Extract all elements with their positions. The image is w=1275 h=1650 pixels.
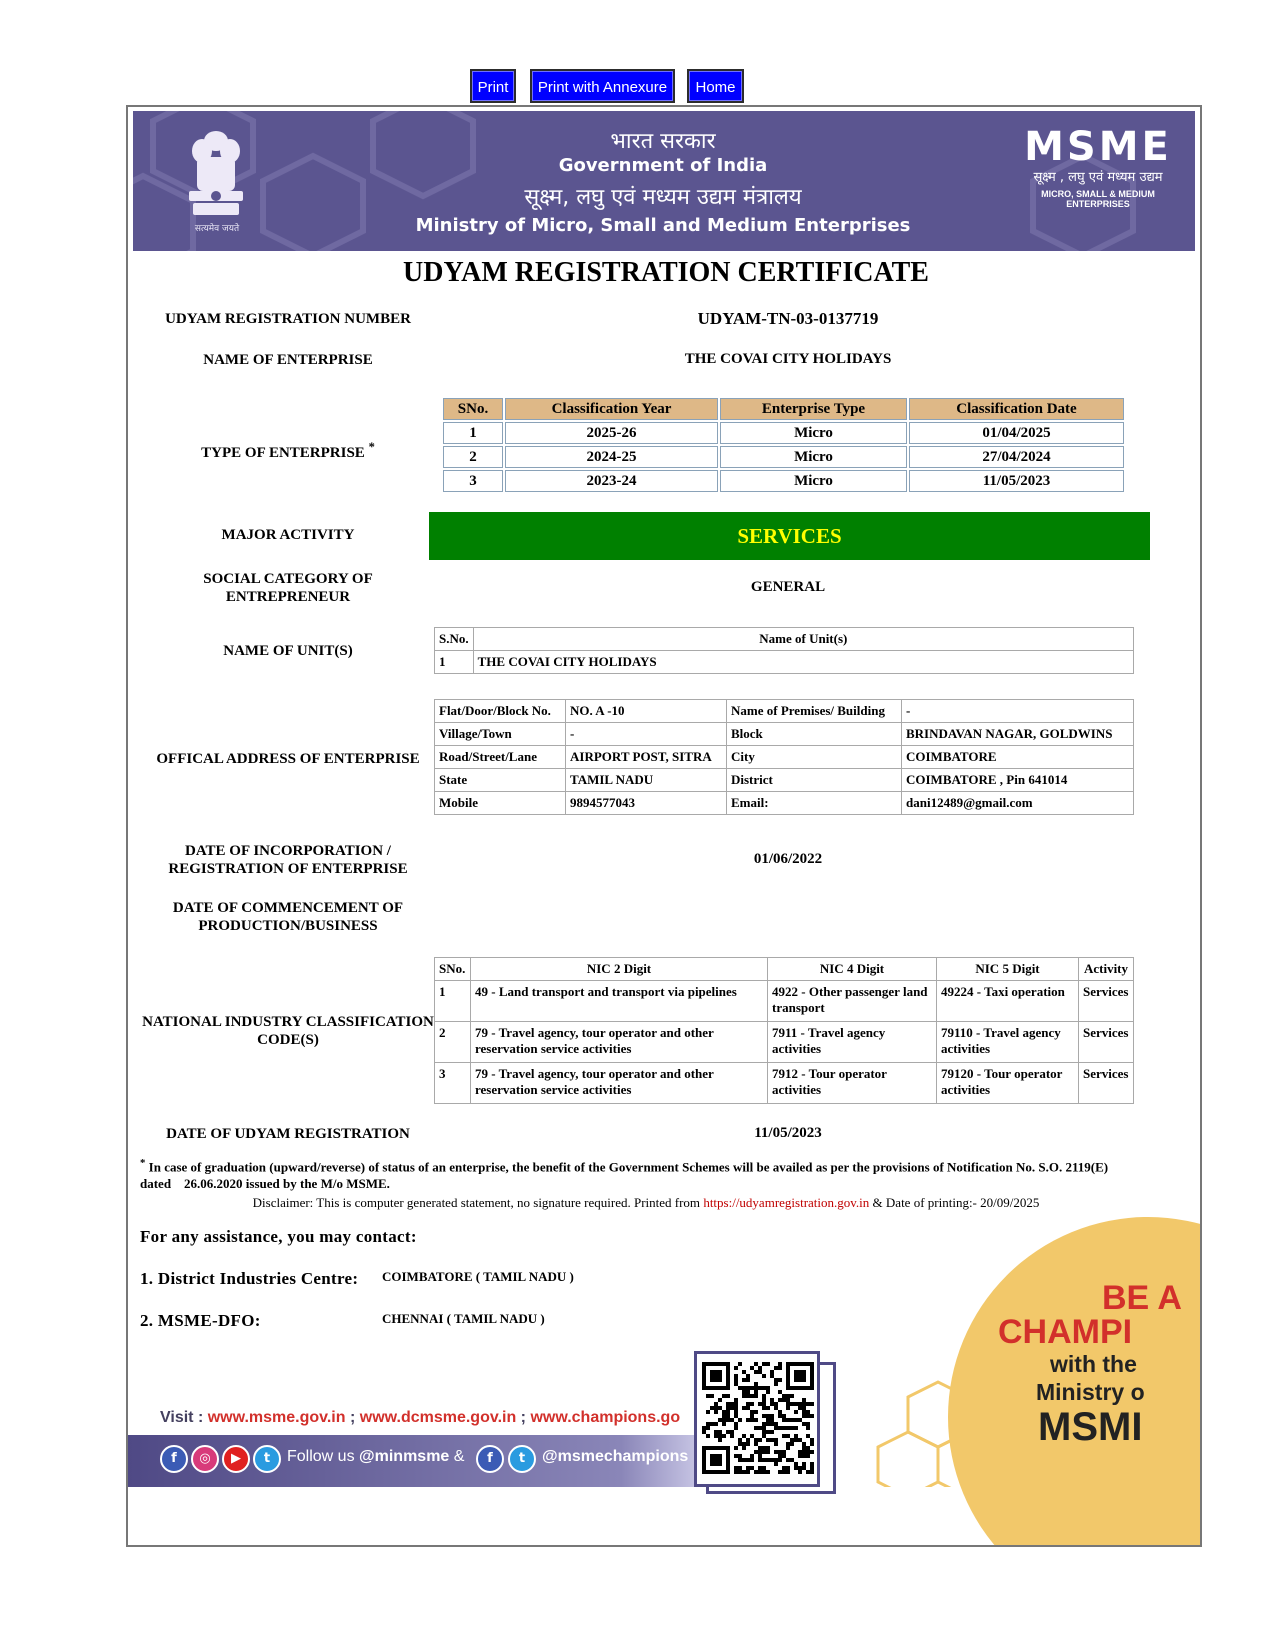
- nic-cell: 7911 - Travel agency activities: [768, 1022, 937, 1063]
- address-field-label: Flat/Door/Block No.: [435, 700, 566, 723]
- instagram-icon[interactable]: ◎: [191, 1445, 219, 1473]
- address-field-label: Village/Town: [435, 723, 566, 746]
- classification-cell: 1: [443, 422, 503, 444]
- nic-cell: 7912 - Tour operator activities: [768, 1063, 937, 1104]
- classification-cell: 11/05/2023: [909, 470, 1124, 492]
- footnote-star: *: [140, 1157, 146, 1169]
- disclaimer-prefix: Disclaimer: This is computer generated statement, no signature required. Printed from: [252, 1195, 704, 1210]
- emblem-caption: सत्यमेव जयते: [194, 224, 240, 234]
- nic-cell: 3: [435, 1063, 471, 1104]
- classification-cell: 01/04/2025: [909, 422, 1124, 444]
- follow-amp: &: [449, 1448, 465, 1465]
- youtube-icon[interactable]: ▶: [222, 1445, 250, 1473]
- twitter-icon[interactable]: t: [253, 1445, 281, 1473]
- address-field-value: 9894577043: [566, 792, 727, 815]
- champions-line-5: MSMI: [1038, 1405, 1143, 1449]
- nic-cell: 2: [435, 1022, 471, 1063]
- msme-logo: [1013, 125, 1183, 209]
- units-row: [435, 651, 1134, 674]
- nic-cell: 79 - Travel agency, tour operator and other reservation service activities: [471, 1022, 768, 1063]
- dic-label: 1. District Industries Centre:: [140, 1269, 359, 1288]
- label-units: NAME OF UNIT(S): [223, 643, 353, 659]
- classification-cell: 2: [443, 446, 503, 468]
- nic-table: [434, 957, 1134, 1104]
- msme-logo-word: MSME: [1024, 124, 1172, 170]
- major-activity-banner: SERVICES: [429, 512, 1150, 560]
- footnote: [140, 1155, 1140, 1192]
- enterprise-name: THE COVAI CITY HOLIDAYS: [684, 351, 892, 367]
- classification-cell: Micro: [720, 446, 907, 468]
- nic-header-row: [435, 958, 1134, 981]
- units-header: Name of Unit(s): [473, 628, 1133, 651]
- nic-header: NIC 5 Digit: [937, 958, 1079, 981]
- nic-row: [435, 1022, 1134, 1063]
- dfo-value: CHENNAI ( TAMIL NADU ): [382, 1311, 545, 1326]
- nic-row: [435, 981, 1134, 1022]
- udyam-registration-link[interactable]: https://udyamregistration.gov.in: [703, 1195, 870, 1210]
- handle-msmechampions[interactable]: @msmechampions: [542, 1448, 689, 1465]
- footnote-marker: *: [368, 440, 375, 454]
- classification-header: Enterprise Type: [720, 398, 907, 420]
- address-field-value: TAMIL NADU: [566, 769, 727, 792]
- disclaimer-suffix: & Date of printing:- 20/09/2025: [869, 1195, 1040, 1210]
- msme-logo-english: MICRO, SMALL & MEDIUM ENTERPRISES: [1041, 189, 1155, 209]
- print-with-annexure-button[interactable]: Print with Annexure: [530, 69, 675, 103]
- nic-cell: 79 - Travel agency, tour operator and other reservation service activities: [471, 1063, 768, 1104]
- label-registration-number: UDYAM REGISTRATION NUMBER: [165, 311, 411, 327]
- classification-header: Classification Date: [909, 398, 1124, 420]
- facebook-icon[interactable]: f: [160, 1445, 188, 1473]
- address-row: [435, 746, 1134, 769]
- champions-site-link[interactable]: www.champions.go: [530, 1409, 681, 1426]
- units-cell: 1: [435, 651, 474, 674]
- assistance-heading: For any assistance, you may contact:: [140, 1227, 417, 1246]
- classification-row: [443, 446, 1124, 468]
- units-table: [434, 627, 1134, 674]
- address-field-label: District: [727, 769, 902, 792]
- address-field-value: COIMBATORE: [902, 746, 1134, 769]
- address-field-label: Name of Premises/ Building: [727, 700, 902, 723]
- certificate-title: UDYAM REGISTRATION CERTIFICATE: [403, 257, 929, 288]
- address-row: [435, 723, 1134, 746]
- nic-header: NIC 4 Digit: [768, 958, 937, 981]
- address-field-value: NO. A -10: [566, 700, 727, 723]
- nic-cell: 79120 - Tour operator activities: [937, 1063, 1079, 1104]
- udyam-date: 11/05/2023: [754, 1125, 822, 1141]
- address-field-label: Mobile: [435, 792, 566, 815]
- national-emblem-icon: [183, 127, 249, 231]
- address-row: [435, 700, 1134, 723]
- label-enterprise-type-text: TYPE OF ENTERPRISE: [201, 445, 365, 461]
- champions-line-4: Ministry o: [1036, 1379, 1145, 1405]
- address-table: [434, 699, 1134, 815]
- label-incorporation-date: DATE OF INCORPORATION / REGISTRATION OF ENTERPRISE: [168, 843, 408, 877]
- msme-site-link[interactable]: www.msme.gov.in: [207, 1409, 346, 1426]
- label-enterprise-name: NAME OF ENTERPRISE: [203, 352, 373, 368]
- footnote-text: In case of graduation (upward/reverse) of status of an enterprise, the benefit of the Government Schemes will be availed as per the provisions of Notification No. S.O. 2119(E) dated 26.06.2020 issued by the M/o MSME.: [140, 1159, 1112, 1192]
- address-field-value: AIRPORT POST, SITRA: [566, 746, 727, 769]
- certificate: [126, 105, 1202, 1547]
- nic-cell: Services: [1079, 1022, 1134, 1063]
- label-social-category: SOCIAL CATEGORY OF ENTREPRENEUR: [203, 571, 373, 605]
- nic-cell: 1: [435, 981, 471, 1022]
- classification-cell: 27/04/2024: [909, 446, 1124, 468]
- nic-cell: Services: [1079, 1063, 1134, 1104]
- nic-cell: 4922 - Other passenger land transport: [768, 981, 937, 1022]
- champions-line-3: with the: [1050, 1351, 1137, 1377]
- label-nic-codes: NATIONAL INDUSTRY CLASSIFICATION CODE(S): [142, 1014, 434, 1048]
- address-field-label: City: [727, 746, 902, 769]
- registration-number: UDYAM-TN-03-0137719: [697, 309, 879, 328]
- address-field-label: State: [435, 769, 566, 792]
- nic-header: Activity: [1079, 958, 1134, 981]
- banner-hindi-ministry: सूक्ष्म, लघु एवं मध्यम उद्यम मंत्रालय: [524, 185, 802, 210]
- government-banner: [133, 111, 1195, 251]
- units-header: S.No.: [435, 628, 474, 651]
- qr-code-icon: [702, 1362, 814, 1474]
- dcmsme-site-link[interactable]: www.dcmsme.gov.in: [359, 1409, 517, 1426]
- classification-cell: Micro: [720, 470, 907, 492]
- address-row: [435, 792, 1134, 815]
- banner-ministry: Ministry of Micro, Small and Medium Enterprises: [415, 215, 911, 236]
- label-commencement-date: DATE OF COMMENCEMENT OF PRODUCTION/BUSINESS: [172, 900, 404, 934]
- twitter-icon-2[interactable]: t: [508, 1445, 536, 1473]
- nic-cell: 79110 - Travel agency activities: [937, 1022, 1079, 1063]
- classification-table: [441, 396, 1126, 494]
- units-header-row: [435, 628, 1134, 651]
- classification-cell: 2025-26: [505, 422, 718, 444]
- disclaimer: [128, 1195, 1164, 1211]
- visit-label: Visit :: [160, 1409, 208, 1426]
- visit-separator: ;: [516, 1409, 531, 1426]
- address-field-value: COIMBATORE , Pin 641014: [902, 769, 1134, 792]
- email-value[interactable]: dani12489@gmail.com: [902, 792, 1134, 815]
- handle-minmsme[interactable]: @minmsme: [359, 1448, 450, 1465]
- follow-label: Follow us: [287, 1448, 360, 1465]
- visit-line: [160, 1409, 680, 1427]
- label-major-activity: MAJOR ACTIVITY: [221, 527, 355, 543]
- address-field-value: -: [902, 700, 1134, 723]
- classification-cell: 3: [443, 470, 503, 492]
- facebook-icon-2[interactable]: f: [476, 1445, 504, 1473]
- address-field-label: Block: [727, 723, 902, 746]
- classification-row: [443, 470, 1124, 492]
- classification-cell: 2024-25: [505, 446, 718, 468]
- top-toolbar: [0, 69, 1275, 105]
- label-address: OFFICAL ADDRESS OF ENTERPRISE: [156, 751, 420, 767]
- nic-cell: 49224 - Taxi operation: [937, 981, 1079, 1022]
- classification-header: SNo.: [443, 398, 503, 420]
- nic-cell: 49 - Land transport and transport via pipelines: [471, 981, 768, 1022]
- banner-hindi-govt: भारत सरकार: [610, 129, 716, 154]
- nic-row: [435, 1063, 1134, 1104]
- champions-line-2: CHAMPI: [998, 1313, 1133, 1351]
- classification-header-row: [443, 398, 1124, 420]
- incorporation-date: 01/06/2022: [753, 851, 823, 867]
- units-cell: THE COVAI CITY HOLIDAYS: [473, 651, 1133, 674]
- home-button[interactable]: Home: [687, 69, 744, 103]
- msme-logo-hindi: सूक्ष्म , लघु एवं मध्यम उद्यम: [1033, 170, 1163, 185]
- address-field-label: Email:: [727, 792, 902, 815]
- dic-value: COIMBATORE ( TAMIL NADU ): [382, 1269, 574, 1284]
- qr-code-frame: [694, 1351, 820, 1487]
- social-category: GENERAL: [750, 579, 826, 595]
- classification-cell: Micro: [720, 422, 907, 444]
- print-button[interactable]: Print: [470, 69, 516, 103]
- classification-header: Classification Year: [505, 398, 718, 420]
- address-field-label: Road/Street/Lane: [435, 746, 566, 769]
- nic-header: SNo.: [435, 958, 471, 981]
- dfo-label: 2. MSME-DFO:: [140, 1311, 261, 1330]
- classification-row: [443, 422, 1124, 444]
- label-enterprise-type: [138, 438, 438, 462]
- nic-cell: Services: [1079, 981, 1134, 1022]
- follow-us-line: [287, 1448, 464, 1466]
- label-udyam-date: DATE OF UDYAM REGISTRATION: [166, 1126, 410, 1142]
- classification-cell: 2023-24: [505, 470, 718, 492]
- address-row: [435, 769, 1134, 792]
- nic-header: NIC 2 Digit: [471, 958, 768, 981]
- hexagon-outline-graphic: [868, 1377, 1008, 1487]
- champions-line-1: BE A: [1102, 1279, 1182, 1317]
- visit-separator: ;: [345, 1409, 360, 1426]
- address-field-value: -: [566, 723, 727, 746]
- banner-govt: Government of India: [558, 155, 768, 176]
- address-field-value: BRINDAVAN NAGAR, GOLDWINS: [902, 723, 1134, 746]
